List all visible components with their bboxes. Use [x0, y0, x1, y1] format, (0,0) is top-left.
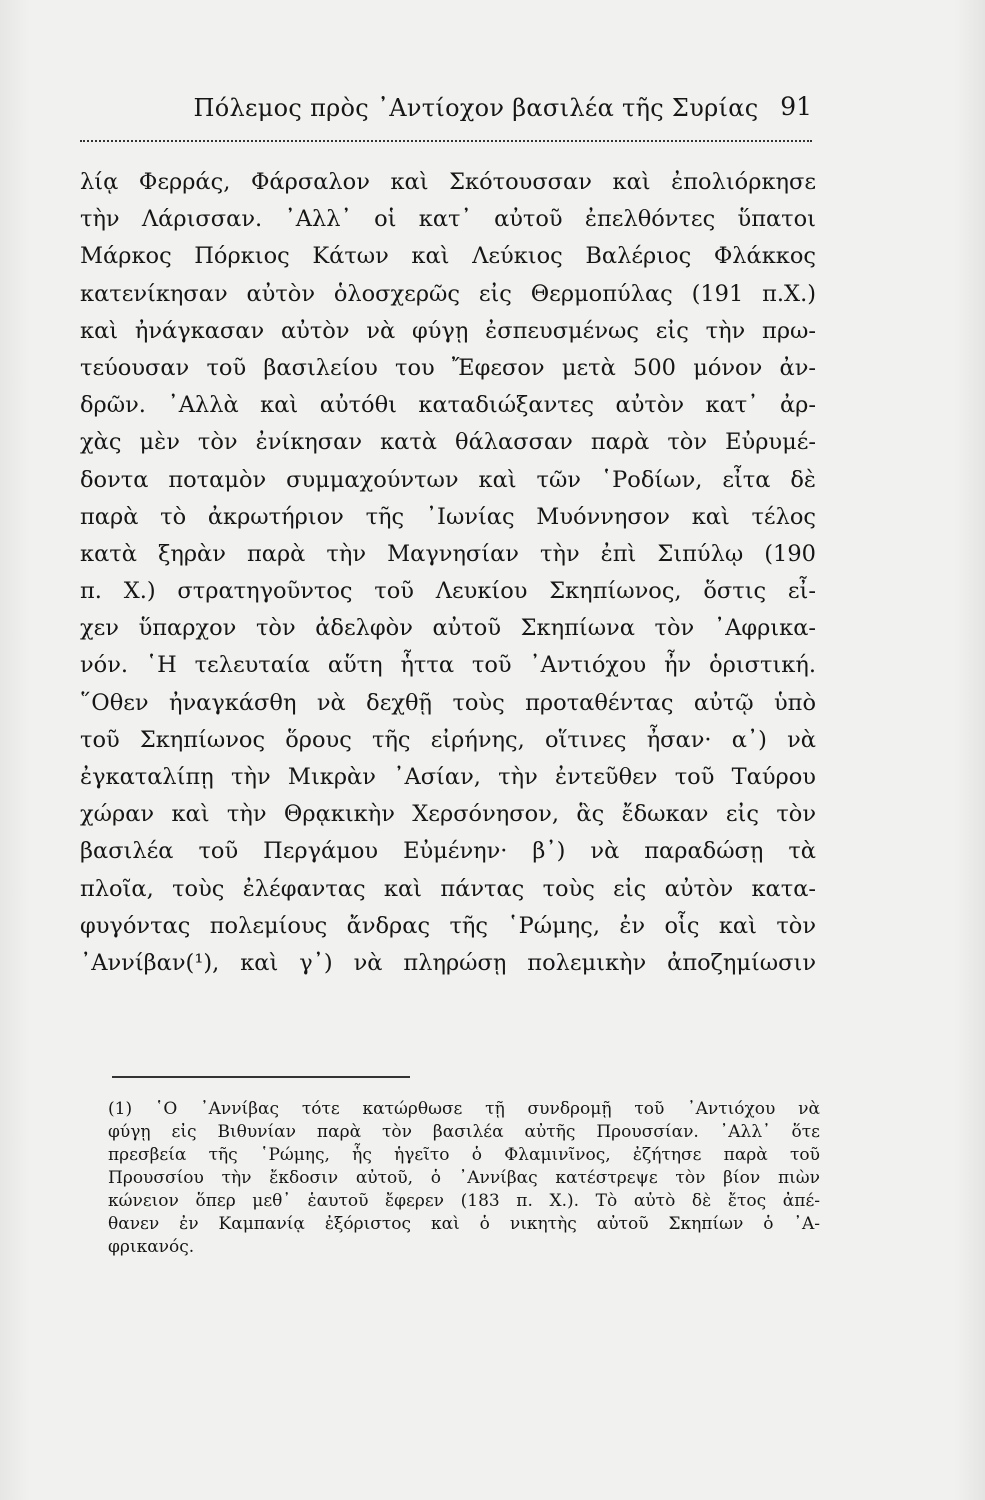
footnote-rule: [112, 1076, 410, 1078]
text-line: Μάρκος Πόρκιος Κάτων καὶ Λεύκιος Βαλέριος Φλάκκος: [80, 243, 816, 270]
text-line: νόν. ῾Η τελευταία αὕτη ἧττα τοῦ ᾿Αντιόχου ἦν ὁριστική.: [80, 652, 816, 679]
text-line: πλοῖα, τοὺς ἐλέφαντας καὶ πάντας τοὺς εἰς αὐτὸν κατα-: [80, 875, 816, 902]
text-line: βασιλέα τοῦ Περγάμου Εὐμένην· β᾿) νὰ παραδώσῃ τὰ: [80, 838, 816, 865]
text-line: φυγόντας πολεμίους ἄνδρας τῆς ῾Ρώμης, ἐν οἷς καὶ τὸν: [80, 912, 816, 939]
text-line: τεύουσαν τοῦ βασιλείου του Ἔφεσον μετὰ 500 μόνον ἀν-: [80, 354, 816, 381]
header-rule: [80, 140, 812, 142]
footnote-line: πρεσβεία τῆς ῾Ρώμης, ἧς ἡγεῖτο ὁ Φλαμινῖνος, ἐζήτησε παρὰ τοῦ: [108, 1145, 820, 1165]
text-line: τοῦ Σκηπίωνος ὅρους τῆς εἰρήνης, οἵτινες ἦσαν· α᾿) νὰ: [80, 726, 816, 753]
running-header: [140, 88, 812, 128]
page-number: 91: [780, 92, 812, 121]
text-line: λίᾳ Φερράς, Φάρσαλον καὶ Σκότουσσαν καὶ ἐπολιόρκησε: [80, 169, 816, 195]
text-line: κατενίκησαν αὐτὸν ὁλοσχερῶς εἰς Θερμοπύλας (191 π.Χ.): [80, 280, 816, 307]
text-line: κατὰ ξηρὰν παρὰ τὴν Μαγνησίαν τὴν ἐπὶ Σιπύλῳ (190: [80, 540, 816, 567]
text-line: χώραν καὶ τὴν Θρᾳκικὴν Χερσόνησον, ἃς ἔδωκαν εἰς τὸν: [80, 801, 816, 828]
footnote-line: φύγῃ εἰς Βιθυνίαν παρὰ τὸν βασιλέα αὐτῆς Προυσσίαν. ᾿Αλλ᾿ ὅτε: [108, 1122, 820, 1142]
text-line: τὴν Λάρισσαν. ᾿Αλλ᾿ οἱ κατ᾿ αὐτοῦ ἐπελθόντες ὕπατοι: [80, 206, 816, 233]
text-line: ῞Οθεν ἠναγκάσθη νὰ δεχθῇ τοὺς προταθέντας αὐτῷ ὑπὸ: [80, 689, 816, 716]
text-line: δρῶν. ᾿Αλλὰ καὶ αὐτόθι καταδιώξαντες αὐτὸν κατ᾿ ἀρ-: [80, 392, 816, 419]
text-line: ἐγκαταλίπῃ τὴν Μικρὰν ᾿Ασίαν, τὴν ἐντεῦθεν τοῦ Ταύρου: [80, 764, 816, 790]
text-line: ᾿Αννίβαν(¹), καὶ γ᾿) νὰ πληρώσῃ πολεμικὴν ἀποζημίωσιν: [80, 949, 816, 976]
text-line: π. Χ.) στρατηγοῦντος τοῦ Λευκίου Σκηπίωνος, ὅστις εἶ-: [80, 578, 816, 605]
footnote-line: (1) ῾Ο ᾿Αννίβας τότε κατώρθωσε τῇ συνδρομῇ τοῦ ᾿Αντιόχου νὰ: [108, 1099, 820, 1119]
footnote-line: Προυσσίου τὴν ἔκδοσιν αὐτοῦ, ὁ ᾿Αννίβας κατέστρεψε τὸν βίον πιὼν: [108, 1168, 820, 1188]
text-line: χὰς μὲν τὸν ἐνίκησαν κατὰ θάλασσαν παρὰ τὸν Εὐρυμέ-: [80, 429, 816, 456]
footnote-line: φρικανός.: [108, 1237, 195, 1257]
text-line: χεν ὕπαρχον τὸν ἀδελφὸν αὐτοῦ Σκηπίωνα τὸν ᾿Αφρικα-: [80, 615, 816, 642]
text-line: δοντα ποταμὸν συμμαχούντων καὶ τῶν ῾Ροδίων, εἶτα δὲ: [80, 466, 816, 493]
footnote: [108, 1098, 820, 1259]
text-line: παρὰ τὸ ἀκρωτήριον τῆς ᾿Ιωνίας Μυόννησον καὶ τέλος: [80, 503, 816, 530]
main-text: [80, 164, 816, 982]
footnote-line: κώνειον ὅπερ μεθ᾿ ἑαυτοῦ ἔφερεν (183 π. Χ.). Τὸ αὐτὸ δὲ ἔτος ἀπέ-: [108, 1191, 820, 1211]
text-line: καὶ ἠνάγκασαν αὐτὸν νὰ φύγῃ ἐσπευσμένως εἰς τὴν πρω-: [80, 317, 816, 344]
footnote-line: θανεν ἐν Καμπανίᾳ ἐξόριστος καὶ ὁ νικητὴς αὐτοῦ Σκηπίων ὁ ᾿Α-: [108, 1214, 820, 1234]
running-title: Πόλεμος πρὸς ᾿Αντίοχον βασιλέα τῆς Συρίας: [193, 94, 759, 122]
